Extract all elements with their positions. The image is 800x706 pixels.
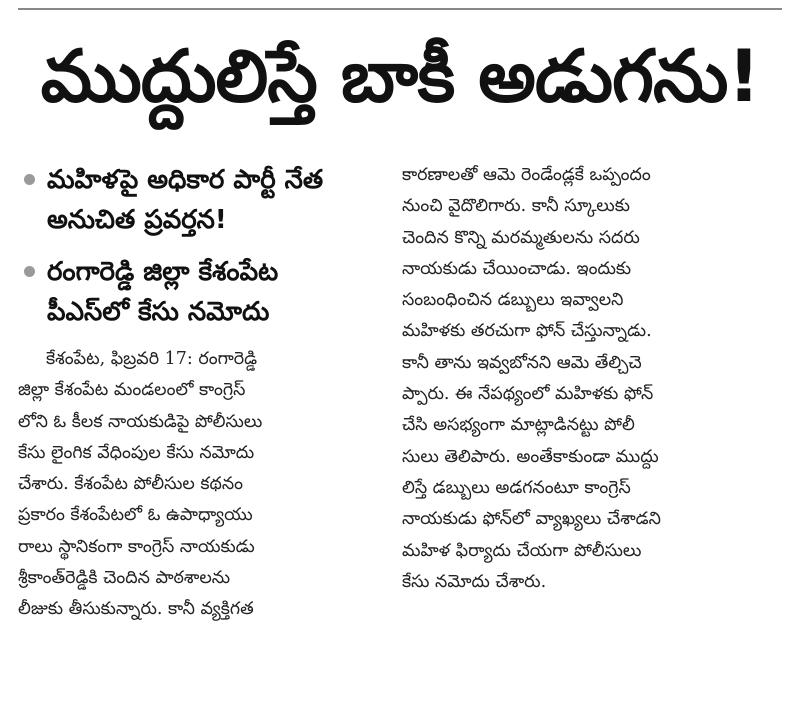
body-line: ప్పారు. ఈ నేపథ్యంలో మహిళకు ఫోన్ [402,384,654,405]
body-line: శ్రీకాంత్‌రెడ్డికి చెందిన పాఠశాలను [18,568,231,589]
bullet-dot-icon [24,174,35,185]
body-line: సులు తెలిపారు. అంతేకాకుండా ముద్దు [402,446,659,467]
body-line: నాయకుడు చేయించాడు. ఇందుకు [402,258,632,279]
right-column [402,160,778,598]
body-line: కానీ తాను ఇవ్వబోనని ఆమె తేల్చిచె [402,352,642,373]
body-line: కారణాలతో ఆమె రెండేండ్లకే ఒప్పందం [402,165,651,185]
left-body-text [18,344,390,626]
bullet-dot-icon [24,266,35,277]
body-line: కేసు నమోదు చేశారు. [402,571,547,592]
body-line: చెందిన కొన్ని మరమ్మతులను సదరు [402,227,640,248]
body-line: చేసి అసభ్యంగా మాట్లాడినట్టు పోలీ [402,415,635,436]
bullet-item [18,252,390,332]
body-line: నాయకుడు ఫోన్‌లో వ్యాఖ్యలు చేశాడని [402,509,661,530]
body-line: లీజుకు తీసుకున్నారు. కానీ వ్యక్తిగత [18,599,254,620]
body-line: చేశారు. కేశంపేట పోలీసుల కథనం [18,474,244,495]
bullet-line: పీఎస్‌లో కేసు నమోదు [47,297,270,327]
body-line: నుంచి వైదొలిగారు. కానీ స్కూలుకు [402,196,630,217]
headline: ముద్దులిస్తే బాకీ అడుగను! [40,34,760,118]
bullet-item [18,160,390,240]
bullet-line: మహిళపై అధికార పార్టీ నేత [47,165,324,195]
left-column [18,160,390,626]
bullet-line: రంగారెడ్డి జిల్లా కేశంపేట [47,257,279,287]
body-line: మహిళకు తరచుగా ఫోన్ చేస్తున్నాడు. [402,321,652,342]
bullet-line: అనుచిత ప్రవర్తన! [47,205,227,235]
body-line: లిస్తే డబ్బులు అడగనంటూ కాంగ్రెస్ [402,477,631,498]
body-line: ప్రకారం కేశంపేటలో ఓ ఉపాధ్యాయు [18,505,253,526]
bullet-text [47,160,323,240]
body-line: లోని ఓ కీలక నాయకుడిపై పోలీసులు [18,411,263,432]
body-line: సంబంధించిన డబ్బులు ఇవ్వాలని [402,290,624,311]
body-line: మహిళ ఫిర్యాదు చేయగా పోలీసులు [402,540,642,561]
body-line: జిల్లా కేశంపేట మండలంలో కాంగ్రెస్ [18,380,246,401]
body-line: రాలు స్థానికంగా కాంగ్రెస్ నాయకుడు [18,536,255,557]
body-line: కేశంపేట, ఫిబ్రవరి 17: రంగారెడ్డి [46,349,258,369]
bullet-text [47,252,278,332]
top-rule [18,8,782,10]
body-line: కేసు లైంగిక వేధింపుల కేసు నమోదు [18,442,255,463]
